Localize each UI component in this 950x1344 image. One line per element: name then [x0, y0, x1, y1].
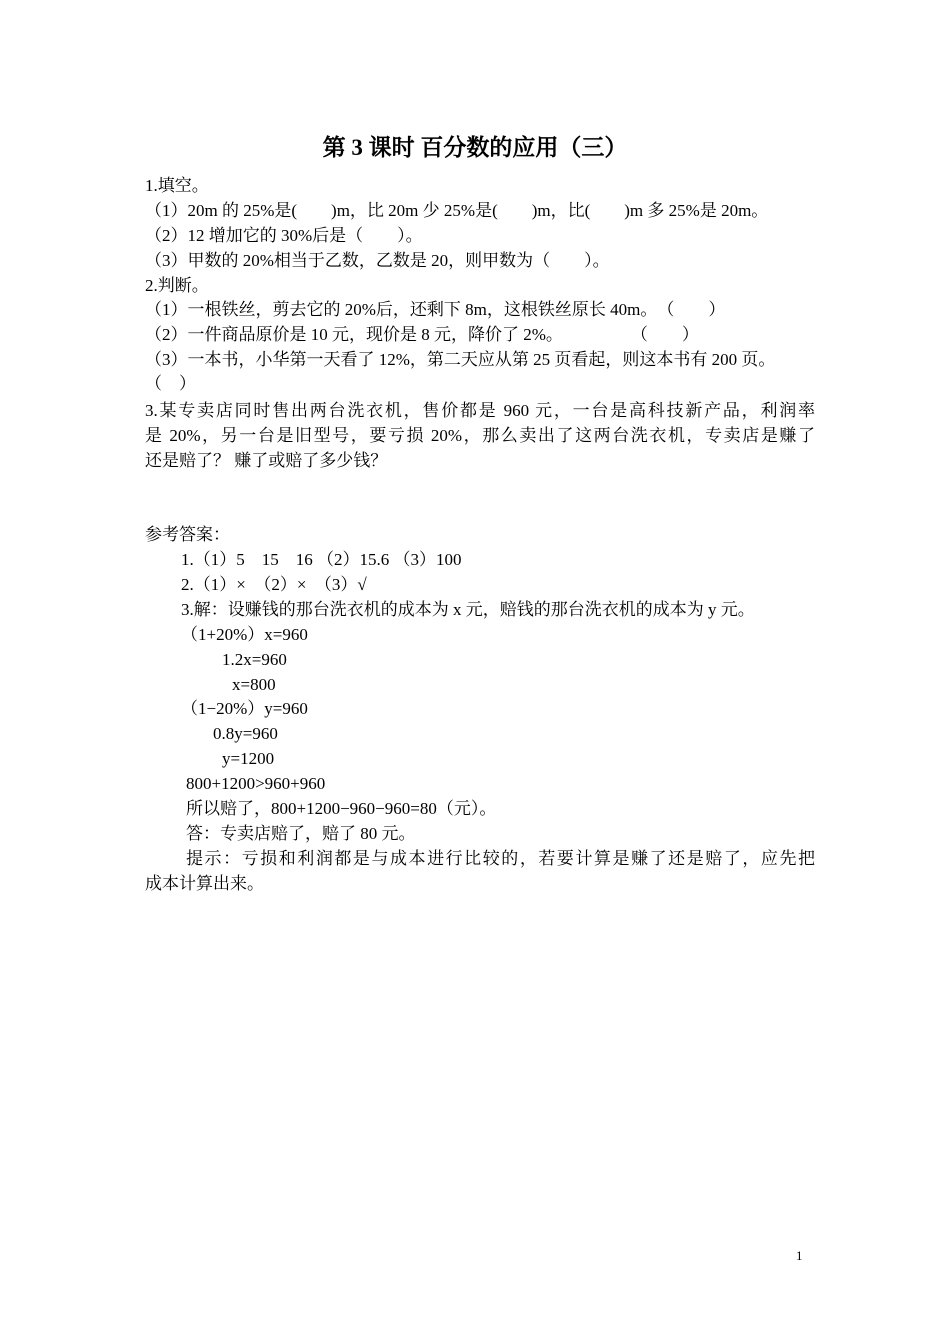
- equation-1: （1+20%）x=960: [181, 625, 308, 644]
- equation-7: 800+1200>960+960: [186, 774, 326, 793]
- equation-4: （1−20%）y=960: [181, 699, 308, 718]
- answer-3-intro: 3.解：设赚钱的那台洗衣机的成本为 x 元，赔钱的那台洗衣机的成本为 y 元。: [181, 600, 755, 619]
- section1-q2: （2）12 增加它的 30%后是（ ）。: [145, 226, 423, 245]
- answer-2: 2.（1）× （2）× （3）√: [181, 575, 367, 594]
- section2-q3-line1: （3）一本书，小华第一天看了 12%，第二天应从第 25 页看起，则这本书有 200 页。: [145, 350, 776, 369]
- page-title: 第 3 课时 百分数的应用（三）: [322, 135, 628, 160]
- section3-line3: 还是赔了？ 赚了或赔了多少钱？: [145, 451, 388, 470]
- section1-q3: （3）甲数的 20%相当于乙数，乙数是 20，则甲数为（ ）。: [145, 251, 610, 270]
- conclusion: 所以赔了，800+1200−960−960=80（元）。: [186, 799, 497, 818]
- hint-line2: 成本计算出来。: [145, 874, 264, 893]
- section2-q2: （2）一件商品原价是 10 元，现价是 8 元，降价了 2%。 （ ）: [145, 325, 699, 344]
- answer-1: 1.（1）5 15 16 （2）15.6 （3）100: [181, 550, 462, 569]
- section1-heading: 1.填空。: [145, 176, 209, 195]
- section1-q1: （1）20m 的 25%是( )m，比 20m 少 25%是( )m，比( )m 多 25%是 20m。: [145, 201, 769, 220]
- hint-line1: 提示：亏损和利润都是与成本进行比较的，若要计算是赚了还是赔了，应先把: [186, 849, 815, 868]
- section2-q1: （1）一根铁丝，剪去它的 20%后，还剩下 8m，这根铁丝原长 40m。 （ ）: [145, 300, 726, 319]
- final-answer: 答：专卖店赔了，赔了 80 元。: [186, 824, 416, 843]
- equation-6: y=1200: [222, 749, 275, 768]
- answers-heading: 参考答案：: [145, 525, 230, 544]
- section3-line1: 3.某专卖店同时售出两台洗衣机，售价都是 960 元，一台是高科技新产品，利润率: [145, 401, 815, 420]
- section2-q3-line2: （ ）: [145, 374, 196, 393]
- equation-3: x=800: [232, 675, 276, 694]
- section3-line2: 是 20%，另一台是旧型号，要亏损 20%，那么卖出了这两台洗衣机，专卖店是赚了: [145, 426, 815, 445]
- equation-2: 1.2x=960: [222, 650, 287, 669]
- page-number: 1: [796, 1248, 803, 1263]
- equation-5: 0.8y=960: [213, 724, 278, 743]
- section2-heading: 2.判断。: [145, 276, 209, 295]
